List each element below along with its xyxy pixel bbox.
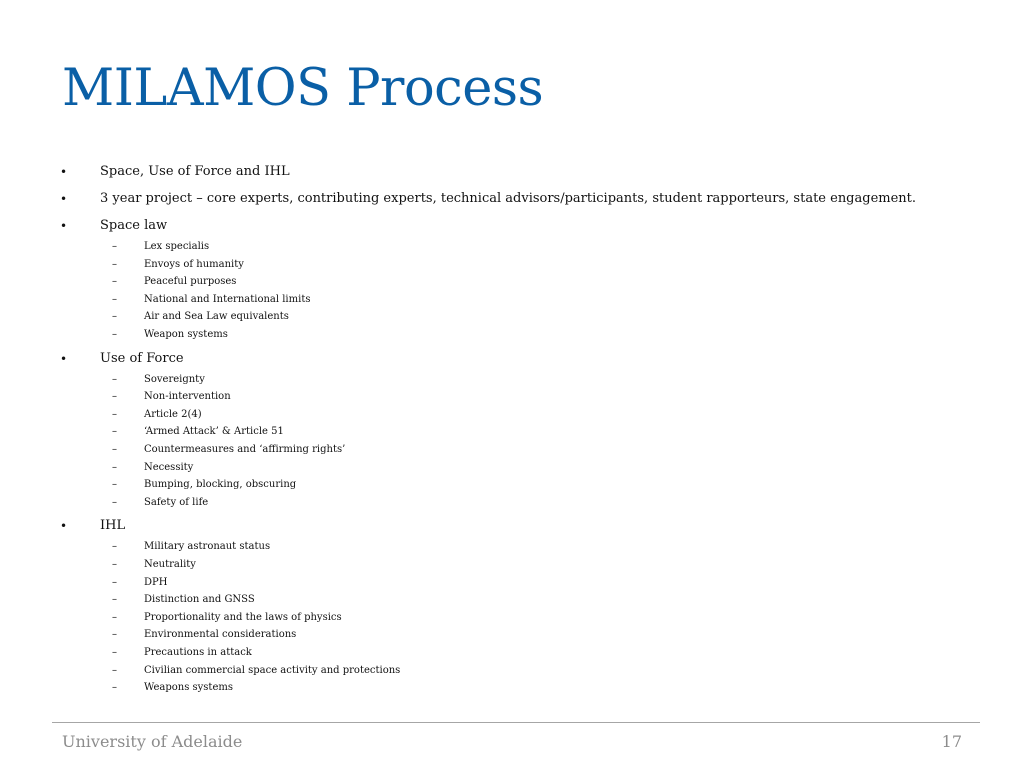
dash-marker: – <box>112 576 117 588</box>
dash-marker: – <box>112 496 117 508</box>
sub-bullet-text: Safety of life <box>144 496 209 508</box>
sub-bullet-text: National and International limits <box>144 293 311 305</box>
dash-marker: – <box>112 373 117 385</box>
bullet-text: IHL <box>100 518 126 534</box>
footer-organization: University of Adelaide <box>62 732 243 751</box>
sub-bullet-text: Proportionality and the laws of physics <box>144 611 342 623</box>
dash-marker: – <box>112 682 117 694</box>
sub-bullet-text: Bumping, blocking, obscuring <box>144 479 297 491</box>
dash-marker: – <box>112 408 117 420</box>
dash-marker: – <box>112 241 117 252</box>
dash-marker: – <box>112 311 117 323</box>
dash-marker: – <box>112 594 117 606</box>
dash-marker: – <box>112 479 117 491</box>
sub-bullet-text: Neutrality <box>144 559 196 570</box>
sub-bullet-text: Peaceful purposes <box>144 276 237 288</box>
sub-bullet-text: Weapon systems <box>144 329 228 340</box>
sub-bullet-text: Countermeasures and ‘affirming rights’ <box>144 444 346 455</box>
dash-marker: – <box>112 629 117 641</box>
dash-marker: – <box>112 559 117 570</box>
dash-marker: – <box>112 541 117 553</box>
dash-marker: – <box>112 391 117 403</box>
sub-bullet-text: Precautions in attack <box>144 647 252 658</box>
footer-divider <box>52 722 980 723</box>
sub-bullet-text: Lex specialis <box>144 241 210 252</box>
bullet-marker: • <box>60 519 68 534</box>
bullet-text: Space, Use of Force and IHL <box>100 164 290 179</box>
bullet-text: Space law <box>100 218 168 233</box>
sub-bullet-text: Environmental considerations <box>144 629 297 641</box>
sub-bullet-text: Civilian commercial space activity and protections <box>144 664 401 676</box>
sub-bullet-text: Necessity <box>144 461 194 473</box>
bullet-marker: • <box>60 165 68 179</box>
dash-marker: – <box>112 258 117 270</box>
dash-marker: – <box>112 647 117 658</box>
sub-bullet-text: Air and Sea Law equivalents <box>144 311 289 323</box>
dash-marker: – <box>112 329 117 340</box>
sub-bullet-text: Sovereignty <box>144 373 205 385</box>
page-number: 17 <box>941 732 962 751</box>
sub-bullet-text: Weapons systems <box>144 682 233 694</box>
sub-bullet-text: Military astronaut status <box>144 541 271 553</box>
dash-marker: – <box>112 426 117 438</box>
sub-bullet-text: Distinction and GNSS <box>144 594 255 606</box>
bullet-text: Use of Force <box>100 350 184 366</box>
bullet-marker: • <box>60 219 68 233</box>
slide-title: MILAMOS Process <box>62 59 544 118</box>
bullet-text: 3 year project – core experts, contributing experts, technical advisors/participants, student rapporteurs, state engagement. <box>100 191 917 206</box>
dash-marker: – <box>112 444 117 455</box>
dash-marker: – <box>112 461 117 473</box>
sub-bullet-text: Article 2(4) <box>144 408 202 420</box>
dash-marker: – <box>112 611 117 623</box>
sub-bullet-text: DPH <box>144 576 168 588</box>
sub-bullet-text: Envoys of humanity <box>144 258 244 270</box>
sub-bullet-text: Non-intervention <box>144 391 231 403</box>
bullet-marker: • <box>60 192 68 206</box>
bullet-marker: • <box>60 351 68 366</box>
dash-marker: – <box>112 664 117 676</box>
sub-bullet-text: ‘Armed Attack’ & Article 51 <box>144 426 284 438</box>
dash-marker: – <box>112 276 117 288</box>
dash-marker: – <box>112 293 117 305</box>
